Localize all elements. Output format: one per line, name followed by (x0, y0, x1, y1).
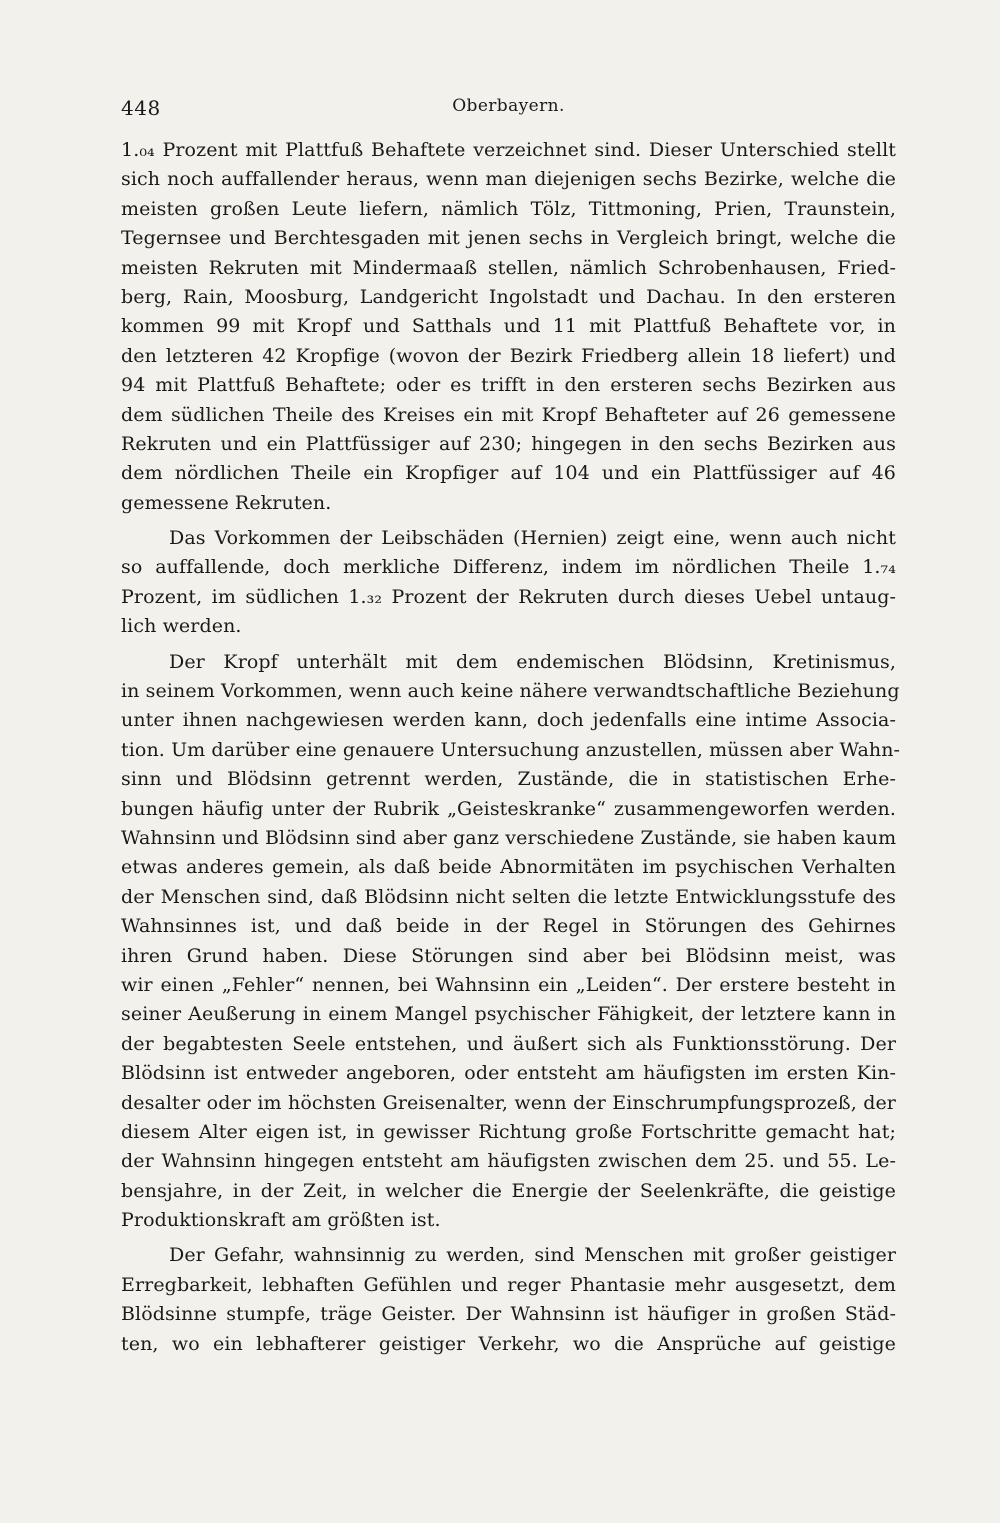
text-line: desalter oder im höchsten Greisenalter, wenn der Einschrumpfungsprozeß, der (121, 1091, 896, 1114)
text-line: kommen 99 mit Kropf und Satthals und 11 mit Plattfuß Behaftete vor, in (121, 315, 896, 338)
text-line: ten, wo ein lebhafterer geistiger Verkehr, wo die Ansprüche auf geistige (121, 1332, 896, 1355)
text-line: Tegernsee und Berchtesgaden mit jenen sechs in Vergleich bringt, welche die (121, 227, 896, 250)
text-line: sinn und Blödsinn getrennt werden, Zustände, die in statistischen Erhe- (121, 768, 896, 791)
text-line: der Menschen sind, daß Blödsinn nicht selten die letzte Entwicklungsstufe des (121, 885, 896, 908)
text-line: tion. Um darüber eine genauere Untersuchung anzustellen, müssen aber Wahn- (121, 738, 901, 761)
text-line: Der Kropf unterhält mit dem endemischen Blödsinn, Kretinismus, (169, 650, 896, 673)
paragraph (121, 1241, 896, 1359)
text-line: sich noch auffallender heraus, wenn man diejenigen sechs Bezirke, welche die (121, 168, 896, 191)
text-line: Produktionskraft am größten ist. (121, 1209, 441, 1232)
paragraph (121, 136, 896, 518)
text-line: 94 mit Plattfuß Behaftete; oder es trifft in den ersteren sechs Bezirken aus (121, 374, 896, 397)
paragraph (121, 524, 896, 642)
text-line: etwas anderes gemein, als daß beide Abnormitäten im psychischen Verhalten (121, 856, 896, 879)
text-line: unter ihnen nachgewiesen werden kann, doch jedenfalls eine intime Associa- (121, 709, 896, 732)
text-line: meisten großen Leute liefern, nämlich Tölz, Tittmoning, Prien, Traunstein, (121, 197, 896, 220)
text-line: lich werden. (121, 615, 242, 638)
text-line: Wahnsinnes ist, und daß beide in der Regel in Störungen des Gehirnes (121, 915, 896, 938)
text-line: Das Vorkommen der Leibschäden (Hernien) zeigt eine, wenn auch nicht (169, 527, 896, 550)
text-line: Blödsinn ist entweder angeboren, oder entsteht am häufigsten im ersten Kin- (121, 1062, 896, 1085)
text-line: dem nördlichen Theile ein Kropfiger auf 104 und ein Plattfüssiger auf 46 (121, 462, 896, 485)
running-head: Oberbayern. (452, 96, 565, 116)
text-line: in seinem Vorkommen, wenn auch keine nähere verwandtschaftliche Beziehung (121, 680, 900, 703)
body-text (121, 136, 901, 1359)
paragraph (121, 648, 901, 1236)
text-line: der Wahnsinn hingegen entsteht am häufigsten zwischen dem 25. und 55. Le- (121, 1150, 896, 1173)
text-line: so auffallende, doch merkliche Differenz, indem im nördlichen Theile 1.₇₄ (121, 556, 896, 579)
text-line: dem südlichen Theile des Kreises ein mit Kropf Behafteter auf 26 gemessene (121, 403, 896, 426)
text-line: Der Gefahr, wahnsinnig zu werden, sind Menschen mit großer geistiger (169, 1244, 896, 1267)
text-line: Wahnsinn und Blödsinn sind aber ganz verschiedene Zustände, sie haben kaum (121, 826, 897, 849)
text-line: meisten Rekruten mit Mindermaaß stellen, nämlich Schrobenhausen, Fried- (121, 256, 896, 279)
book-page (121, 96, 901, 1359)
text-line: der begabtesten Seele entstehen, und äußert sich als Funktionsstörung. Der (121, 1032, 896, 1055)
text-line: Prozent, im südlichen 1.₃₂ Prozent der Rekruten durch dieses Uebel untaug- (121, 585, 896, 608)
text-line: Rekruten und ein Plattfüssiger auf 230; hingegen in den sechs Bezirken aus (121, 432, 896, 455)
text-line: bensjahre, in der Zeit, in welcher die Energie der Seelenkräfte, die geistige (121, 1179, 896, 1202)
text-line: bungen häufig unter der Rubrik „Geisteskranke“ zusammengeworfen werden. (121, 797, 896, 820)
text-line: 1.₀₄ Prozent mit Plattfuß Behaftete verzeichnet sind. Dieser Unterschied stellt (121, 139, 896, 161)
text-line: ihren Grund haben. Diese Störungen sind aber bei Blödsinn meist, was (121, 944, 896, 967)
text-line: Erregbarkeit, lebhaften Gefühlen und reger Phantasie mehr ausgesetzt, dem (121, 1273, 896, 1296)
text-line: berg, Rain, Moosburg, Landgericht Ingolstadt und Dachau. In den ersteren (121, 285, 896, 308)
text-line: diesem Alter eigen ist, in gewisser Richtung große Fortschritte gemacht hat; (121, 1120, 896, 1143)
text-line: den letzteren 42 Kropfige (wovon der Bezirk Friedberg allein 18 liefert) und (121, 344, 896, 367)
page-header (121, 96, 896, 136)
text-line: gemessene Rekruten. (121, 491, 332, 514)
text-line: Blödsinne stumpfe, träge Geister. Der Wahnsinn ist häufiger in großen Städ- (121, 1303, 896, 1326)
text-line: seiner Aeußerung in einem Mangel psychischer Fähigkeit, der letztere kann in (121, 1003, 896, 1026)
page-number: 448 (121, 96, 161, 120)
text-line: wir einen „Fehler“ nennen, bei Wahnsinn ein „Leiden“. Der erstere besteht in (121, 973, 896, 996)
